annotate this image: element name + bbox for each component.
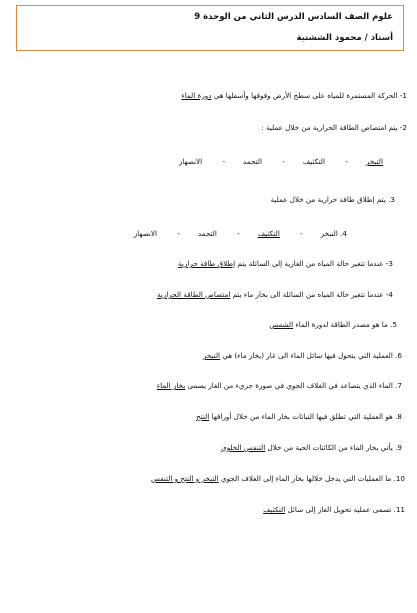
teacher-name: أستاذ / محمود الششنية <box>296 33 393 43</box>
option-b3: التجمد <box>197 229 217 238</box>
option-a4: الانصهار <box>178 157 203 166</box>
question-10: 10. ما العمليات التي يدخل خلالها بخار الماء إلى الغلاف الجوي التبخر و النتح و التنفس <box>150 474 405 483</box>
question-9: 9. يأتي بخار الماء من الكائنات الحية من خلال التنفس الخلوي <box>221 443 402 452</box>
header-box <box>16 5 404 51</box>
options-row-b: 4. النبخر- التكثيف- التجمد- الانصهار <box>133 229 347 238</box>
question-2: 2- يتم امتصاص الطاقة الحرارية من خلال عملية : <box>261 123 407 132</box>
option-b1: 4. النبخر <box>320 229 347 238</box>
option-a2: التكثيف <box>302 157 325 166</box>
option-a1: التبخر <box>365 157 383 166</box>
lesson-title: علوم الصف السادس الدرس الثاني من الوحدة 9 <box>194 12 393 22</box>
question-11: 11. تسمى عملية تحويل الغاز إلى سائل التكثيف <box>263 505 405 514</box>
question-1: 1- الحركة المستمرة للمياه على سطح الأرض وفوقها وأسفلها هي دورة الماء <box>181 91 407 100</box>
option-b2: التكثيف <box>257 229 280 238</box>
question-6: 6. العملية التي يتحول فيها سائل الماء الى غاز (بخار ماء) هي التبخر <box>202 351 402 360</box>
question-5: 5. ما هو مصدر الطاقة لدورة الماء الشمس <box>269 320 397 329</box>
option-b4: الانصهار <box>133 229 157 238</box>
question-4: 4- عندما تتغير حالة المياه من السائلة الى بخار ماء يتم امتصاص الطاقة الحرارية <box>156 290 393 299</box>
question-7: 7. الماء الذي يتصاعد في الغلاف الجوي في صورة جزيء من الغاز يسمى بخار الماء <box>156 381 402 390</box>
question-3: 3. يتم إطلاق طاقة حرارية من خلال عملية <box>270 195 395 204</box>
question-3b: 3- عندما تتغير حالة المياه من الغازية إلى السائلة يتم إطلاق طاقة حرارية <box>178 259 393 268</box>
options-row-a: التبخر- التكثيف- التجمد- الانصهار <box>178 157 383 166</box>
question-8: 8. هو العملية التي تطلق فيها النباتات بخار الماء من خلال أوراقها النتح <box>196 412 402 421</box>
option-a3: التجمد <box>243 157 262 166</box>
